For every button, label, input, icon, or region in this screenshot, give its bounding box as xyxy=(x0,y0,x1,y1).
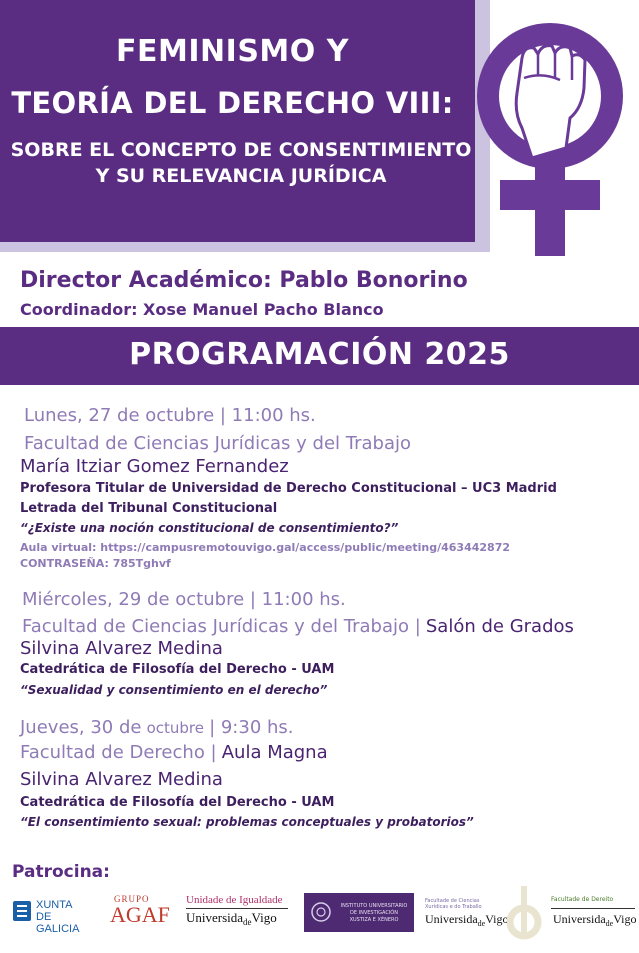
subtitle-line-1: SOBRE EL CONCEPTO DE CONSENTIMIENTO xyxy=(10,139,472,161)
igualdade-rule xyxy=(186,908,288,909)
fccjt-line-2: Xurídicas e do Traballo xyxy=(425,904,482,910)
session-3-date xyxy=(20,717,294,738)
xunta-logo xyxy=(12,898,96,935)
agaf-top: GRUPO xyxy=(114,894,150,904)
agaf-logo xyxy=(110,894,176,930)
session-2-venue: Facultad de Ciencias Jurídicas y del Trabajo | xyxy=(22,616,421,637)
session-2-venue-row xyxy=(22,616,574,637)
uvigo-1-c: Vigo xyxy=(251,910,277,925)
dereito-logo xyxy=(507,880,637,942)
instituto-line-2: DE INVESTIGACIÓN xyxy=(350,910,398,916)
dereito-d-icon xyxy=(507,884,547,940)
session-3-room: Aula Magna xyxy=(221,742,328,763)
session-3-role: Catedrática de Filosofía del Derecho - UAM xyxy=(20,795,335,810)
instituto-emblem-icon xyxy=(310,901,332,923)
session-2-date: Miércoles, 29 de octubre | 11:00 hs. xyxy=(22,589,346,610)
session-1-role-2: Letrada del Tribunal Constitucional xyxy=(20,501,278,516)
feminist-fist-icon xyxy=(462,8,637,258)
session-3-date-time: | 9:30 hs. xyxy=(209,717,294,738)
session-1-speaker: María Itziar Gomez Fernandez xyxy=(20,456,289,477)
sponsors-label: Patrocina: xyxy=(12,862,110,882)
uvigo-3 xyxy=(553,912,637,928)
uvigo-1-b: de xyxy=(243,917,252,927)
session-3-talk: “El consentimiento sexual: problemas conceptuales y probatorios” xyxy=(20,815,474,829)
session-1-talk: “¿Existe una noción constitucional de consentimiento?” xyxy=(20,521,399,535)
coordinator-line: Coordinador: Xose Manuel Pacho Blanco xyxy=(20,300,384,319)
session-3-venue: Facultad de Derecho | xyxy=(20,742,217,763)
uvigo-2-a: Universida xyxy=(425,912,478,926)
dereito-rule xyxy=(551,908,635,909)
uvigo-2-c: Vigo xyxy=(485,912,509,926)
title-line-2: TEORÍA DEL DERECHO VIII: xyxy=(11,86,454,120)
igualdade-label: Unidade de Igualdade xyxy=(186,894,283,906)
igualdade-logo xyxy=(186,894,296,930)
session-1-date: Lunes, 27 de octubre | 11:00 hs. xyxy=(24,405,316,426)
session-2-speaker: Silvina Alvarez Medina xyxy=(20,638,223,659)
session-2-talk: “Sexualidad y consentimiento en el derecho” xyxy=(20,683,328,697)
instituto-line-3: XUSTIZA E XÉNERO xyxy=(349,917,399,923)
instituto-logo xyxy=(304,893,414,932)
uvigo-3-a: Universida xyxy=(553,912,606,926)
director-line: Director Académico: Pablo Bonorino xyxy=(20,268,468,293)
agaf-main: AGAF xyxy=(110,902,170,927)
session-1-role-1: Profesora Titular de Universidad de Derecho Constitucional – UC3 Madrid xyxy=(20,481,557,496)
title-line-1: FEMINISMO Y xyxy=(116,34,349,69)
session-2-room: Salón de Grados xyxy=(425,616,574,637)
program-title: PROGRAMACIÓN 2025 xyxy=(129,337,510,372)
uvigo-1-a: Universida xyxy=(186,910,244,925)
xunta-line-2: DE GALICIA xyxy=(36,911,80,935)
session-2-role: Catedrática de Filosofía del Derecho - UAM xyxy=(20,662,335,677)
subtitle-line-2: Y SU RELEVANCIA JURÍDICA xyxy=(95,165,387,187)
uvigo-3-c: Vigo xyxy=(613,912,637,926)
session-1-virtual-link[interactable]: Aula virtual: https://campusremotouvigo.gal/access/public/meeting/463442872 xyxy=(20,541,511,554)
uvigo-1 xyxy=(186,910,277,927)
xunta-shield-icon xyxy=(12,900,32,922)
subtitle xyxy=(0,137,482,189)
uvigo-2 xyxy=(425,912,509,928)
session-3-date-month: octubre xyxy=(146,719,204,737)
xunta-line-1: XUNTA xyxy=(36,899,73,911)
fccjt-line-1: Facultade de Ciencias xyxy=(425,898,480,904)
fccjt-logo xyxy=(425,898,510,930)
session-1-venue: Facultad de Ciencias Jurídicas y del Trabajo xyxy=(24,433,411,454)
session-3-date-day: Jueves, 30 de xyxy=(20,717,142,738)
uvigo-2-b: de xyxy=(477,919,486,928)
session-3-venue-row xyxy=(20,742,328,763)
dereito-label: Facultade de Dereito xyxy=(551,896,614,903)
instituto-line-1: INSTITUTO UNIVERSITARIO xyxy=(340,903,408,909)
session-3-speaker: Silvina Alvarez Medina xyxy=(20,769,223,790)
session-1-password: CONTRASEÑA: 785Tghvf xyxy=(20,557,171,570)
uvigo-3-b: de xyxy=(605,919,614,928)
